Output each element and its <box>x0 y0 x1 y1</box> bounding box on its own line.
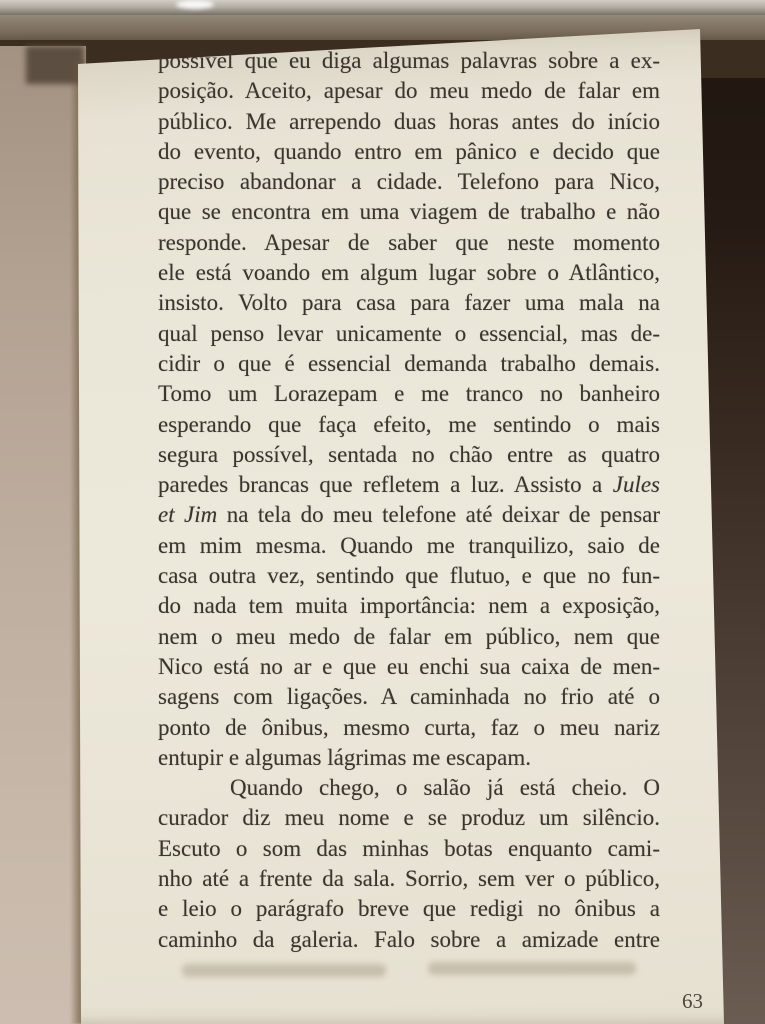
text-line: ponto de ônibus, mesmo curta, faz o meu nariz <box>158 714 660 740</box>
text-line: paredes brancas que refletem a luz. Assisto a Jules <box>158 472 660 498</box>
italic-title-fragment: et Jim <box>158 502 218 528</box>
shelf-edge-bar <box>0 0 765 15</box>
text-line: possível que eu diga algumas palavras sobre a ex- <box>158 48 660 73</box>
text-line: responde. Apesar de saber que neste momento <box>158 229 660 255</box>
page-text-block <box>158 46 660 955</box>
text-line: esperando que faça efeito, me sentindo o mais <box>158 411 660 437</box>
text-line: nho até a frente da sala. Sorrio, sem ver o público, <box>158 866 660 892</box>
text-line: casa outra vez, sentindo que flutuo, e que no fun- <box>158 563 660 589</box>
text-line: curador diz meu nome e se produz um silêncio. <box>158 805 660 831</box>
text-line: et Jim na tela do meu telefone até deixar de pensar <box>158 502 660 528</box>
text-line: Quando chego, o salão já está cheio. O <box>230 775 660 801</box>
text-line: e leio o parágrafo breve que redigi no ônibus a <box>158 896 660 922</box>
text-line: cidir o que é essencial demanda trabalho demais. <box>158 350 660 376</box>
text-line: caminho da galeria. Falo sobre a amizade entre <box>158 926 660 952</box>
text-line: ele está voando em algum lugar sobre o Atlântico, <box>158 260 660 286</box>
bleed-through-text <box>182 964 386 977</box>
page-number: 63 <box>682 989 703 1013</box>
text-line: do nada tem muita importância: nem a exposição, <box>158 593 660 619</box>
text-line: Escuto o som das minhas botas enquanto cami- <box>158 835 660 861</box>
paragraph-1 <box>158 46 660 773</box>
text-line: que se encontra em uma viagem de trabalho e não <box>158 199 660 225</box>
text-line: Tomo um Lorazepam e me tranco no banheiro <box>158 381 660 407</box>
text-line: sagens com ligações. A caminhada no frio até o <box>158 684 660 710</box>
text-line: em mim mesma. Quando me tranquilizo, saio de <box>158 532 660 558</box>
paragraph-2 <box>158 773 660 955</box>
text-line: Nico está no ar e que eu enchi sua caixa de men- <box>158 653 660 679</box>
shelf-glint-highlight <box>176 0 214 9</box>
text-line: público. Me arrependo duas horas antes do início <box>158 108 660 134</box>
text-line: preciso abandonar a cidade. Telefono para Nico, <box>158 169 660 195</box>
text-line: qual penso levar unicamente o essencial, mas de- <box>158 320 660 346</box>
italic-title-fragment: Jules <box>612 472 660 498</box>
bleed-through-text <box>428 962 636 975</box>
text-line: posição. Aceito, apesar do meu medo de falar em <box>158 78 660 104</box>
text-line: segura possível, sentada no chão entre as quatro <box>158 441 660 467</box>
text-line: nem o meu medo de falar em público, nem que <box>158 623 660 649</box>
text-line: do evento, quando entro em pânico e decido que <box>158 138 660 164</box>
text-line: insisto. Volto para casa para fazer uma mala na <box>158 290 660 316</box>
text-line: entupir e algumas lágrimas me escapam. <box>158 744 531 770</box>
